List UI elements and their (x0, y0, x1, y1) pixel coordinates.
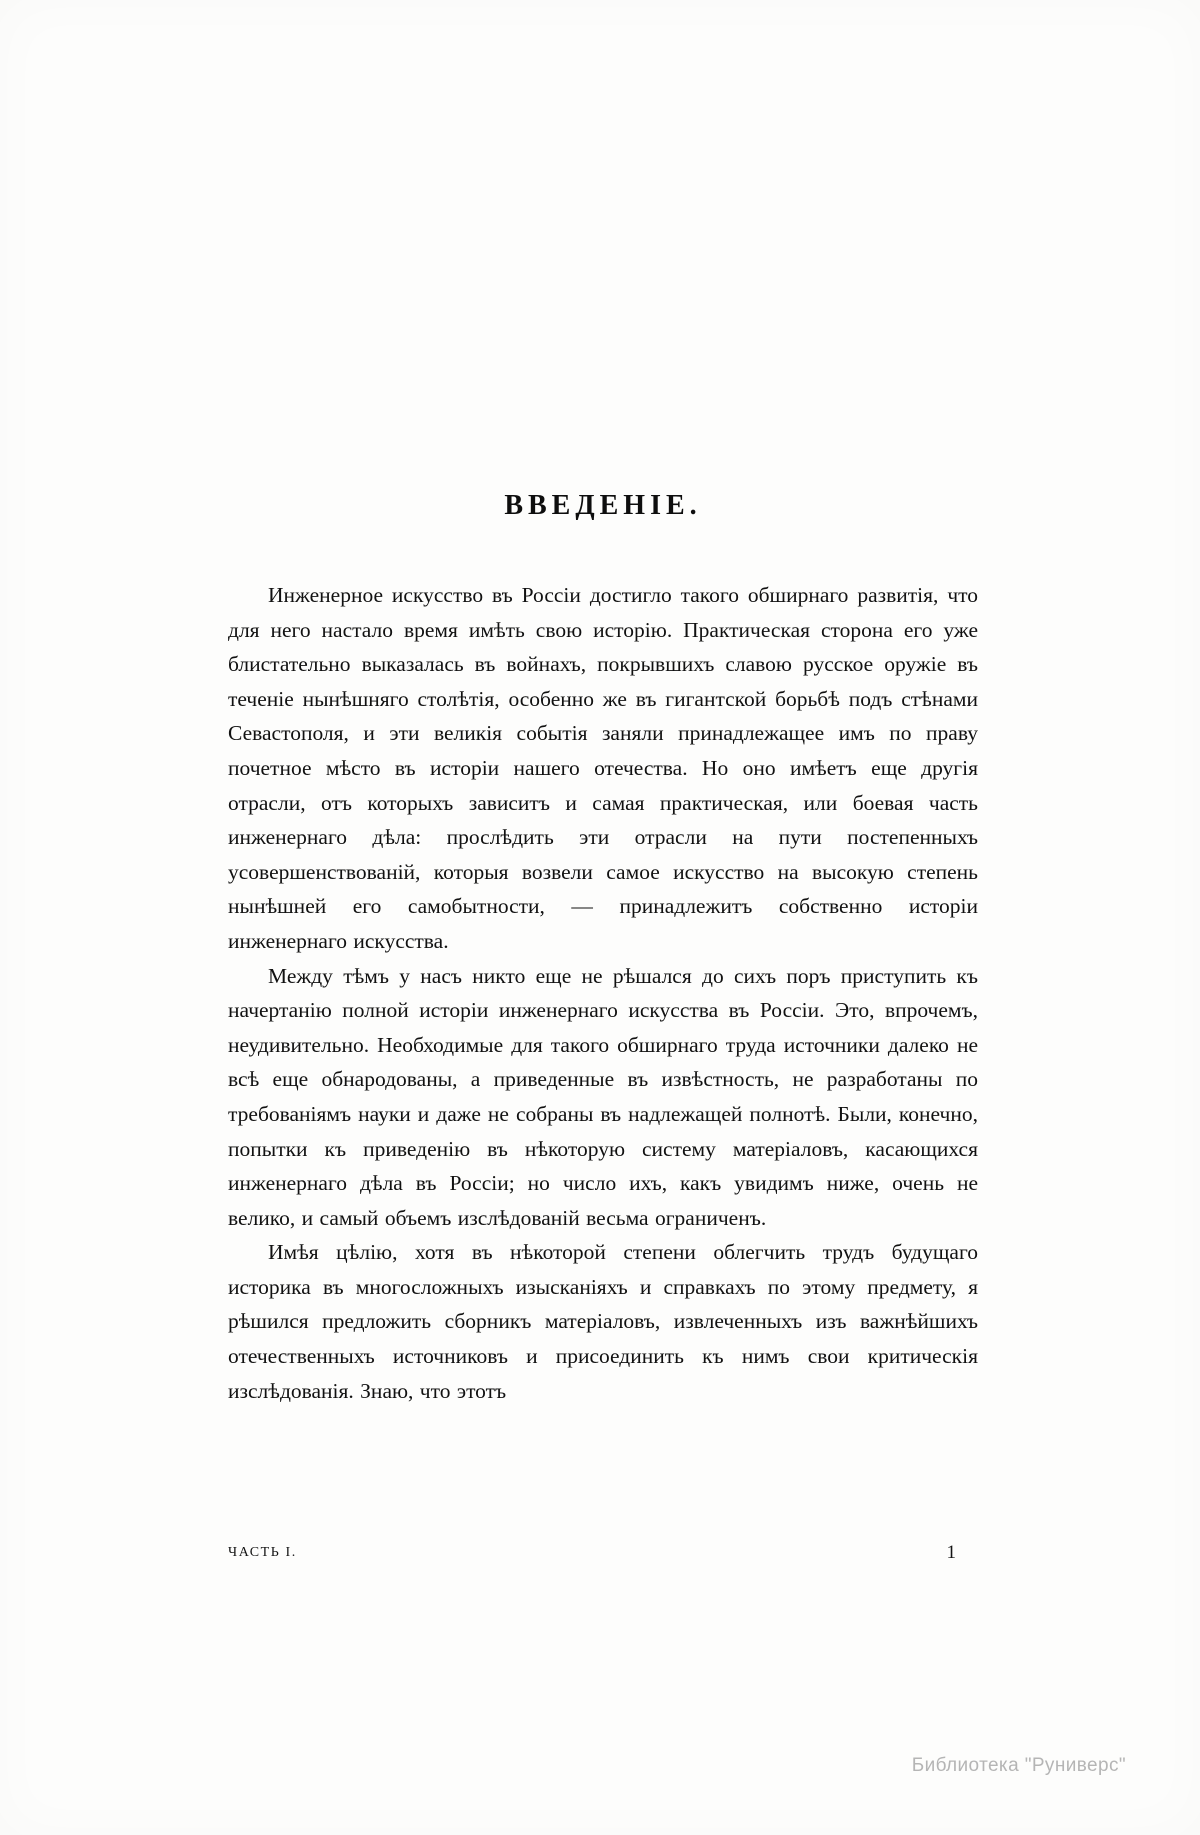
page-number: 1 (946, 1542, 956, 1563)
paragraph-3: Имѣя цѣлію, хотя въ нѣкоторой степени облегчить трудъ будущаго историка въ многосложныхъ изысканіяхъ и справкахъ по этому предмету, я рѣшился предложить сборникъ матеріаловъ, извлеченныхъ изъ важнѣйшихъ отечественныхъ источниковъ и присоединить къ нимъ свои критическія изслѣдованія. Знаю, что этотъ (228, 1240, 978, 1403)
library-watermark: Библиотека "Руниверс" (911, 1755, 1126, 1776)
page-title: ВВЕДЕНІЕ. (504, 490, 702, 521)
part-label: ЧАСТЬ I. (228, 1545, 297, 1560)
page-text-block (228, 490, 978, 1408)
paragraph-1: Инженерное искусство въ Россіи достигло такого обширнаго развитія, что для него настало время имѣть свою исторію. Практическая сторона его уже блистательно выказалась въ войнахъ, покрывшихъ славою русское оружіе въ теченіе нынѣшняго столѣтія, особенно же въ гигантской борьбѣ подъ стѣнами Севастополя, и эти великія событія заняли принадлежащее имъ по праву почетное мѣсто въ исторіи нашего отечества. Но оно имѣетъ еще другія отрасли, отъ которыхъ зависитъ и самая практическая, или боевая часть инженернаго дѣла: прослѣдить эти отрасли на пути постепенныхъ усовершенствованій, которыя возвели самое искусство на высокую степень нынѣшней его самобытности, — принадлежитъ собственно исторіи инженернаго искусства. (228, 583, 978, 953)
paragraph-2: Между тѣмъ у насъ никто еще не рѣшался до сихъ поръ приступить къ начертанію полной исторіи инженернаго искусства въ Россіи. Это, впрочемъ, неудивительно. Необходимые для такого обширнаго труда источники далеко не всѣ еще обнародованы, а приведенные въ извѣстность, не разработаны по требованіямъ науки и даже не собраны въ надлежащей полнотѣ. Были, конечно, попытки къ приведенію въ нѣкоторую систему матеріаловъ, касающихся инженернаго дѣла въ Россіи; но число ихъ, какъ увидимъ ниже, очень не велико, и самый объемъ изслѣдованій весьма ограниченъ. (228, 963, 978, 1230)
page-footer (228, 1542, 978, 1567)
